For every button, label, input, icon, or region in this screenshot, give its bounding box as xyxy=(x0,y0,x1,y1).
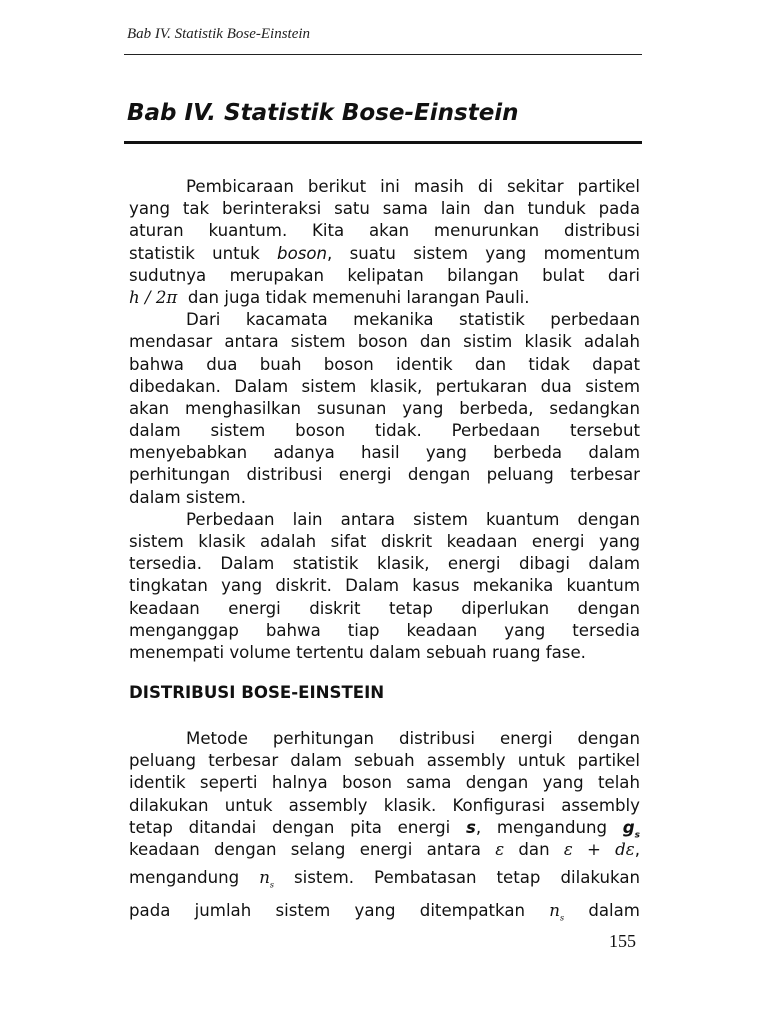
symbol-s: s xyxy=(465,817,476,837)
italic-term: boson xyxy=(277,243,328,263)
symbol-g: g xyxy=(622,817,635,837)
paragraph1-line xyxy=(129,287,640,309)
section-heading: DISTRIBUSI BOSE-EINSTEIN xyxy=(129,683,385,702)
title-rule xyxy=(124,141,642,144)
subscript-s: s xyxy=(269,880,275,890)
math-epsilon: ε xyxy=(495,839,505,859)
paragraph3-line: menganggap bahwa tiap keadaan yang tersedia xyxy=(129,620,640,640)
text-run: , xyxy=(634,839,640,859)
math-n xyxy=(549,901,565,923)
paragraph2-line: Dari kacamata mekanika statistik perbedaan xyxy=(186,310,640,330)
paragraph2-line: akan menghasilkan susunan yang berbeda, sedangkan xyxy=(129,398,640,418)
paragraph1-line: aturan kuantum. Kita akan menurunkan distribusi xyxy=(129,221,640,241)
text-run: dan juga tidak memenuhi larangan Pauli. xyxy=(187,287,530,307)
paragraph1-line: Pembicaraan berikut ini masih di sekitar partikel xyxy=(186,177,640,196)
paragraph4-line: peluang terbesar dalam sebuah assembly untuk partikel xyxy=(129,751,640,771)
paragraph4-line: dilakukan untuk assembly klasik. Konfigurasi assembly xyxy=(129,795,640,815)
running-header: Bab IV. Statistik Bose-Einstein xyxy=(127,26,311,42)
paragraph3-line: tersedia. Dalam statistik klasik, energi dibagi dalam xyxy=(129,554,640,574)
paragraph2-line: perhitungan distribusi energi dengan peluang terbesar xyxy=(129,465,640,485)
paragraph2-line: dalam sistem. xyxy=(129,487,246,507)
body-text-lower xyxy=(129,728,640,927)
symbol-n: n xyxy=(549,901,560,921)
paragraph4-line xyxy=(129,861,640,894)
math-n xyxy=(259,868,275,890)
paragraph4-line xyxy=(129,839,640,861)
paragraph4-line xyxy=(129,817,640,839)
text-run: , suatu sistem yang momentum xyxy=(327,243,640,263)
symbol-n: n xyxy=(259,868,270,888)
math-expression: h / 2π xyxy=(129,287,178,307)
paragraph3-line: menempati volume tertentu dalam sebuah ruang fase. xyxy=(129,642,586,662)
paragraph4-line xyxy=(129,894,640,927)
paragraph2-line: menyebabkan adanya hasil yang berbeda dalam xyxy=(129,443,640,463)
text-run: keadaan dengan selang energi antara xyxy=(129,839,481,859)
math-epsilon-range: ε + dε xyxy=(563,839,635,859)
paragraph4-line: Metode perhitungan distribusi energi dengan xyxy=(186,729,640,748)
paragraph1-line xyxy=(129,243,640,265)
text-run: pada jumlah sistem yang ditempatkan xyxy=(129,901,526,921)
page-number: 155 xyxy=(609,931,636,951)
text-run: tetap ditandai dengan pita energi xyxy=(129,817,466,837)
paragraph3-line: tingkatan yang diskrit. Dalam kasus mekanika kuantum xyxy=(129,576,640,596)
text-run: dalam xyxy=(588,901,640,921)
paragraph2-line: bahwa dua buah boson identik dan tidak dapat xyxy=(129,354,640,374)
paragraph3-line: keadaan energi diskrit tetap diperlukan dengan xyxy=(129,598,640,618)
paragraph2-line: mendasar antara sistem boson dan sistim klasik adalah xyxy=(129,332,640,352)
paragraph4-line: identik seperti halnya boson sama dengan yang telah xyxy=(129,773,640,793)
paragraph2-line: dibedakan. Dalam sistem klasik, pertukaran dua sistem xyxy=(129,376,640,396)
subscript-s: s xyxy=(559,913,565,923)
paragraph3-line: Perbedaan lain antara sistem kuantum dengan xyxy=(186,509,640,529)
subscript-s: s xyxy=(634,830,640,841)
paragraph3-line: sistem klasik adalah sifat diskrit keadaan energi yang xyxy=(129,532,640,551)
body-text-upper xyxy=(129,176,640,664)
text-run: mengandung xyxy=(129,868,240,888)
paragraph2-line: dalam sistem boson tidak. Perbedaan tersebut xyxy=(129,421,640,441)
header-rule xyxy=(124,54,642,55)
text-run: statistik untuk xyxy=(129,243,278,263)
paragraph1-line: sudutnya merupakan kelipatan bilangan bulat dari xyxy=(129,265,640,285)
text-run: sistem. Pembatasan tetap dilakukan xyxy=(294,868,641,888)
text-run: dan xyxy=(518,839,550,859)
paragraph1-line: yang tak berinteraksi satu sama lain dan tunduk pada xyxy=(129,199,640,219)
text-run: , mengandung xyxy=(475,817,623,837)
chapter-title: Bab IV. Statistik Bose-Einstein xyxy=(127,100,519,126)
